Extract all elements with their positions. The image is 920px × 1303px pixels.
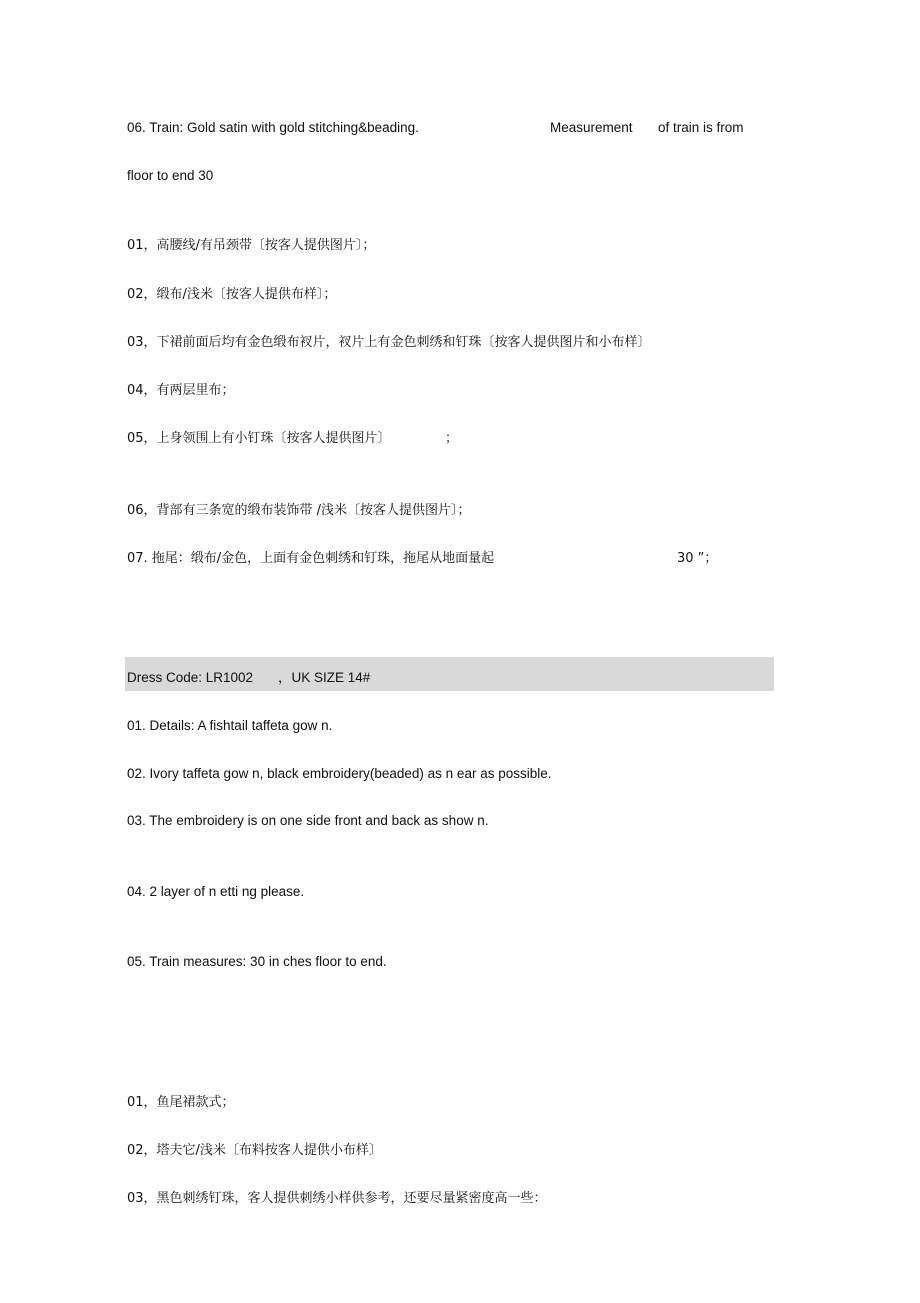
cn-item-04: 04，有两层里布；	[127, 383, 235, 398]
cn-detail-03: 03，黑色刺绣钉珠，客人提供刺绣小样供参考，还要尽量紧密度高一些：	[127, 1191, 547, 1206]
cn-item-05-end: ；	[445, 431, 459, 446]
cn-item-05-text: 05，上身领围上有小钉珠〔按客人提供图片〕	[127, 431, 391, 446]
cn-item-06: 06，背部有三条宽的缎布装饰带 /浅米〔按客人提供图片〕；	[127, 503, 471, 518]
en-item-06-line1	[127, 119, 767, 137]
cn-detail-02: 02，塔夫它/浅米〔布料按客人提供小布样〕	[127, 1143, 382, 1158]
dress-code-header	[127, 669, 427, 687]
en-item-06-train-from: of train is from	[658, 120, 744, 135]
cn-item-07-text: 07. 拖尾：缎布/金色，上面有金色刺绣和钉珠，拖尾从地面量起	[127, 551, 495, 566]
cn-item-05	[127, 430, 467, 448]
cn-item-07-end: 30 ”；	[677, 551, 718, 566]
cn-item-03: 03，下裙前面后均有金色缎布衩片，衩片上有金色刺绣和钉珠〔按客人提供图片和小布样〕	[127, 335, 651, 350]
en-item-06-text: 06. Train: Gold satin with gold stitching&beading.	[127, 120, 419, 135]
en-item-06-measurement: Measurement	[550, 120, 633, 135]
en-detail-02: 02. Ivory taffeta gow n, black embroidery(beaded) as n ear as possible.	[127, 766, 552, 781]
en-detail-05: 05. Train measures: 30 in ches floor to end.	[127, 954, 387, 969]
en-detail-01: 01. Details: A fishtail taffeta gow n.	[127, 718, 333, 733]
cn-item-07	[127, 550, 727, 568]
cn-item-01: 01，高腰线/有吊颈带〔按客人提供图片〕；	[127, 238, 376, 253]
cn-item-02: 02，缎布/浅米〔按客人提供布样〕；	[127, 287, 337, 302]
dress-size: ，UK SIZE 14#	[278, 670, 371, 685]
en-detail-04: 04. 2 layer of n etti ng please.	[127, 884, 305, 899]
en-detail-03: 03. The embroidery is on one side front and back as show n.	[127, 813, 489, 828]
cn-detail-01: 01，鱼尾裙款式；	[127, 1095, 235, 1110]
dress-code: Dress Code: LR1002	[127, 670, 254, 685]
en-item-06-line2: floor to end 30	[127, 168, 214, 183]
